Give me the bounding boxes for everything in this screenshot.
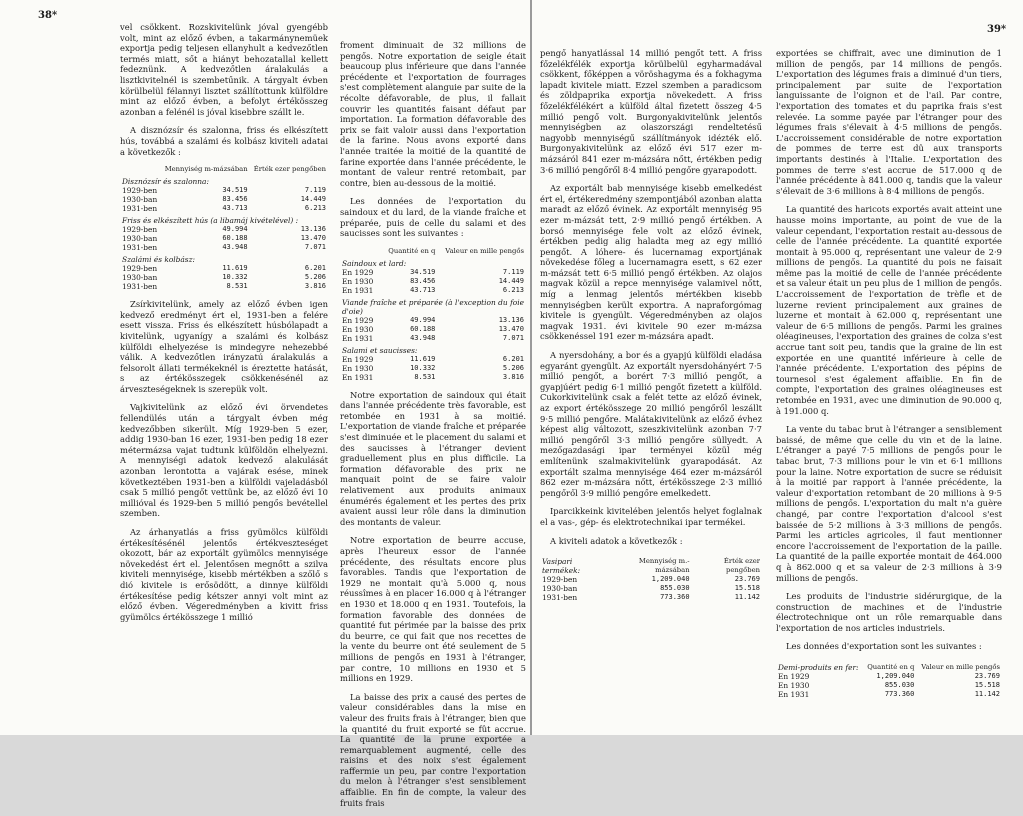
table-group-title: Friss és elkészített hús (a libamáj kivételével) : <box>122 216 299 226</box>
paragraph: Az exportált bab mennyisége kisebb emelkedést ért el, értékeredmény szempontjából azonban alatta maradt az előző évinek. Az exportált mennyiség 95 ezer m-mázsát tett, 2·9 millió pengő értékben. A borsó mennyisége fele volt az előző évinek, értékben pedig alig haladta meg az egy millió pengőt. A lóhere- és lucernamag exportjának növekedése főleg a lucernamagra esett, s 62 ezer m-mázsát tett 6·5 millió pengő értékben. Az olajos magvak közül a repce mennyisége valamivel nőtt, míg a lenmag jelentős mértékben kisebb mennyiségben került exportra. A napraforgómag kivitele is gyengült. Végeredményben az olajos magvak 1931. évi kivitele 90 ezer m-mázsa csökkenéssel 191 ezer m-mázsára apadt. <box>540 183 763 342</box>
table-row: 1929-ben 49.994 13.136 <box>122 225 326 235</box>
paragraph: froment diminuait de 32 millions de pengős. Notre exportation de seigle était beaucoup plus inférieure que dans l'année précédente et l'exportation de fourrages s'est complètement alanguie par suite de la récolte défavorable, de plus, il fallait couvrir les quantités faisant défaut par importation. La formation défavorable des prix se fait valoir aussi dans l'exportation de la farine. Nous avons exporté dans l'année traitée la moitié de la quantité de farine exportée dans l'année précédente, le montant de valeur rentré retombait, par contre, bien au-dessous de la moitié. <box>340 40 526 188</box>
paragraph: La quantité des haricots exportés avait atteint une hausse moins importante, au point de vue de la valeur cependant, l'exportation restait au-dessous de celle de l'année précédente. La quantité exportée montait à 95.000 q, représentant une valeur de 2·9 millions de pengős. La quantité du pois ne faisait même pas la moitié de celle de l'année précédente et sa valeur était un peu plus de 1 million de pengős. L'accroissement de l'exportation de trèfle et de luzerne revient principalement aux graines de luzerne et montait à 62.000 q, représentant une valeur de 6·5 millions de pengős. Parmi les graines oléagineuses, l'exportation des graines de colza s'est accrue tant soit peu, tandis que la graine de lin est exportée en une quantité inférieure à celle de l'année précédente. L'exportation des pépins de tournesol s'est également affaiblie. En fin de compte, l'exportation des graines oléagineuses est retombée en 1931, avec une diminution de 90.000 q, à 191.000 q. <box>776 204 1002 416</box>
table-group-title: Salami et saucisses: <box>342 345 418 355</box>
hungarian-column <box>120 22 328 630</box>
table-row: 1929-ben 1,209.040 23.769 <box>542 575 760 585</box>
french-column <box>340 40 526 816</box>
table-row: 1931-ben 773.360 11.142 <box>542 593 760 603</box>
paragraph: La vente du tabac brut à l'étranger a sensiblement baissé, de même que celle du vin et de la laine. L'étranger a payé 7·5 millions de pengős pour le tabac brut, 7·3 millions pour le vin et 6·1 millions pour la laine. Notre exportation de sucre se réduisit à la moitié par rapport à l'année précédente, la valeur d'exportation retombant de 20 millions à 9·5 millions de pengős. L'exportation du malt n'a guère changé, par contre l'exportation d'alcool s'est baissée de 5·2 millions à 3·3 millions de pengős. Parmi les articles agricoles, il faut mentionner encore l'accroissement de l'exportation de la paille. La quantité de la paille exportée montait de 464.000 q à 862.000 q et sa valeur de 2·3 millions à 3·9 millions de pengős. <box>776 424 1002 583</box>
iron-export-table-fr <box>776 660 1002 699</box>
table-row: En 1931 8.531 3.816 <box>342 372 524 382</box>
paragraph: Notre exportation de saindoux qui était dans l'année précédente très favorable, est retombée en 1931 à sa moitié. L'exportation de viande fraîche et préparée s'est diminuée et le placement du salami et des saucisses à l'étranger devient graduellement plus en plus difficile. La formation défavorable des prix ne manquait point de se faire valoir relativement aux produits animaux énumérés également et les pertes des prix avaient aussi leur rôle dans la diminution des montants de valeur. <box>340 389 526 527</box>
column-header: Quantité en q <box>388 246 436 255</box>
paragraph: Iparcikkeink kivitelében jelentős helyet foglalnak el a vas-, gép- és elektrotechnikai ipar termékei. <box>540 506 762 527</box>
export-table-hu <box>120 165 328 291</box>
paragraph: Les données de l'exportation du saindoux et du lard, de la viande fraîche et préparée, puis de celle du salami et des saucisses sont les suivantes : <box>340 196 526 239</box>
table-row: En 1929 11.619 6.201 <box>342 354 524 364</box>
paragraph: Les produits de l'industrie sidérurgique, de la construction de machines et de l'industrie électrotechnique ont un rôle remarquable dans l'exportation de nos articles industriels. <box>776 591 1002 633</box>
paragraph: A disznózsír és szalonna, friss és elkészített hús, továbbá a szalámi és kolbász kiviteli adatai a következők : <box>120 125 328 157</box>
paragraph: vel csökkent. Rozskivitelünk jóval gyengébb volt, mint az előző évben, a takarmánynemüek exportja pedig teljesen ellanyhult a kedvezőtlen termés miatt, sőt a hiányt behozatallal kellett fedeznünk. A kedvezőtlen áralakulás a lisztkivitelnél is szembetűnik. A tárgyalt évben körülbelül félannyi lisztet szállítottunk külföldre mint az előző évben, a befolyt értékösszeg azonban a felénél is jóval kisebbre szállt le. <box>120 22 328 117</box>
paragraph: La baisse des prix a causé des pertes de valeur considérables dans la mise en valeur des fruits frais à l'étranger, bien que la quantité du fruit exporté se fût accrue. La quantité de la prune exportée a remarquablement augmenté, celle des raisins et des noix s'est également raffermie un peu, par contre l'exportation du melon à l'étranger s'est sensiblement affaiblie. En fin de compte, la valeur des fruits frais <box>340 691 526 808</box>
paragraph: A nyersdohány, a bor és a gyapjú külföldi eladása egyaránt gyengült. Az exportált nyersdohányért 7·5 millió pengőt, a borért 7·3 millió pengőt, a gyapjúért pedig 6·1 millió pengőt fizetett a külföld. Cukorkivitelünk csak a felét tette az előző évinek, az export értékösszege 20 millió pengőről leszállt 9·5 millió pengőre. Malátakivitelünk az előző évhez képest alig változott, szeszkivitelünk azonban 7·7 millió pengőről 3·3 millió pengőre süllyedt. A mezőgazdasági ipar terményei közül még említenünk szalmakivitelünk gyarapodását. Az exportált szalma mennyisége 464 ezer m-mázsáról 862 ezer m-mázsára nőtt, értékösszege 2·3 millió pengőről 3·9 millió pengőre emelkedett. <box>540 350 762 498</box>
table-row: 1931-ben 8.531 3.816 <box>122 282 326 292</box>
table-row: En 1931 43.713 6.213 <box>342 285 524 295</box>
table-row: En 1929 34.519 7.119 <box>342 267 524 277</box>
table-row: En 1930 83.456 14.449 <box>342 276 524 286</box>
column-header: Érték ezer pengőben <box>253 165 326 174</box>
french-column <box>776 48 1002 707</box>
table-row: En 1930 855.030 15.518 <box>778 681 1000 691</box>
paragraph: Notre exportation de beurre accuse, après l'heureux essor de l'année précédente, des résultats encore plus favorables. Tandis que l'exportation de 1929 ne montait qu'à 5.000 q, nous réussîmes à en placer 16.000 q à l'étranger en 1930 et 18.000 q en 1931. Toutefois, la formation favorable des données de quantité fut périmée par la baisse des prix du beurre, ce qui fait que nos recettes de la vente du beurre ont été seulement de 5 millions de pengős en 1931 à l'étranger, par contre, 10 millions en 1930 et 5 millions en 1929. <box>340 535 526 684</box>
page-number: 39* <box>987 24 1007 35</box>
table-row: 1930-ban 855.030 15.518 <box>542 584 760 594</box>
column-header: Mennyiség m.-mázsában <box>638 557 690 575</box>
table-row: 1929-ben 34.519 7.119 <box>122 186 326 196</box>
table-row: En 1930 60.188 13.470 <box>342 324 524 334</box>
column-header: Valeur en mille pengős <box>921 663 1000 672</box>
table-group-title: Disznózsír és szalonna: <box>122 177 209 187</box>
table-row: 1930-ban 60.188 13.470 <box>122 234 326 244</box>
paragraph: exportées se chiffrait, avec une diminution de 1 million de pengős, par 14 millions de pengős. L'exportation des légumes frais a diminué d'un tiers, principalement par suite de l'exportation languissante de l'oignon et de l'ail. Par contre, l'exportation des tomates et du paprika frais s'est relevée. La somme payée par l'étranger pour des légumes frais s'élevait à 4·5 millions de pengős. L'accroissement considérable de notre exportation de pommes de terre est dû aux transports importants destinés à l'Italie. L'exportation des pommes de terre s'est accrue de 517.000 q de l'année précédente à 841.000 q, tandis que la valeur s'élevait de 3·6 millions à 8·4 millions de pengős. <box>776 48 1002 196</box>
table-group-title: Szalámi és kolbász: <box>122 255 195 265</box>
paragraph: Les données d'exportation sont les suivantes : <box>786 641 982 652</box>
paragraph: pengő hanyatlással 14 millió pengőt tett. A friss főzelékfélék exportja körülbelül egyharmadával csökkent, főképpen a vöröshagyma és a fokhagyma lapadt kivitele miatt. Ezzel szemben a paradicsom és zöldpaprika exportja növekedett. A friss főzelékfélékért a külföld által fizetett összeg 4·5 millió pengő volt. Burgonyakivitelünk jelentős mennyiségben az olaszországi rendeltetésű nagyobb mennyiségű szállítmányok idézték elő. Burgonyakivitelünk az előző évi 517 ezer m-mázsáról 841 ezer m-mázsára nőtt, értékben pedig 3·6 millió pengőről 8·4 millió pengőre gyarapodott. <box>540 48 762 175</box>
paragraph: A kiviteli adatok a következők : <box>550 535 683 546</box>
table-row: En 1929 49.994 13.136 <box>342 315 524 325</box>
column-header: Valeur en mille pengős <box>445 246 524 255</box>
table-group-title: Viande fraîche et préparée (à l'exception du foie d'oie) <box>342 297 524 316</box>
table-row: En 1931 773.360 11.142 <box>778 690 1000 700</box>
paragraph: Zsírkivitelünk, amely az előző évben igen kedvező eredményt ért el, 1931-ben a felére esett vissza. Friss és elkészített húsbólapadt a kivitelünk, ugyanígy a szalámi és kolbász külföldi elhelyezése is mindegyre nehezebbé válik. A kedvezőtlen irányzatú áralakulás a felsorolt állati termékeknél is éreztette hatását, s az értékösszegek csökkenésénél az árveszteségeknek is szerepük volt. <box>120 299 328 394</box>
hungarian-column <box>540 48 762 610</box>
table-row: 1931-ben 43.713 6.213 <box>122 204 326 214</box>
paragraph: Az árhanyatlás a friss gyümölcs külföldi értékesítésénél jelentős értékveszteséget okozott, bár az exportált gyümölcs mennyisége növekedést ért el. Jelentősen megnőtt a szilva kiviteli mennyisége, kisebb mértékben a szőlő s dió kivitele is erősödött, a dinnye külföldi értékesítése pedig kétszer annyi volt mint az előző évben. Végeredményben a kivitt friss gyümölcs értékösszege 1 millió <box>120 527 328 622</box>
table-group-title: Vasipari termékek: <box>542 557 581 576</box>
table-row: En 1931 43.948 7.071 <box>342 333 524 343</box>
column-header: Quantité en q <box>867 663 915 672</box>
table-row: 1930-ban 83.456 14.449 <box>122 195 326 205</box>
column-header: Mennyiség m-mázsában <box>164 165 248 174</box>
table-group-title: Demi-produits en fer: <box>778 663 859 673</box>
right-page <box>532 0 1023 735</box>
page-number: 38* <box>38 10 58 21</box>
paragraph: Vajkivitelünk az előző évi örvendetes fellendülés után a tárgyalt évben még kedvezőbben sikerült. Míg 1929-ben 5 ezer, addig 1930-ban 16 ezer, 1931-ben pedig 18 ezer métermázsa vajat tudtunk külföldön elhelyezni. A mennyiségi adatok kedvező alakulását azonban lerontotta a vajárak esése, minek következtében 1931-ben a külföldi vajeladásból csak 5 millió pengőt vettünk be, az előző évi 10 millióval és 1929-ben 5 millió pengős bevétellel szemben. <box>120 402 328 519</box>
table-row: En 1930 10.332 5.206 <box>342 363 524 373</box>
export-table-fr <box>340 247 526 382</box>
table-row: 1931-ben 43.948 7.071 <box>122 243 326 253</box>
column-header: Érték ezer pengőben <box>723 557 760 575</box>
table-row: En 1929 1,209.040 23.769 <box>778 672 1000 682</box>
iron-export-table-hu <box>540 554 762 602</box>
table-group-title: Saindoux et lard: <box>342 258 407 268</box>
table-row: 1930-ban 10.332 5.206 <box>122 273 326 283</box>
table-row: 1929-ben 11.619 6.201 <box>122 264 326 274</box>
